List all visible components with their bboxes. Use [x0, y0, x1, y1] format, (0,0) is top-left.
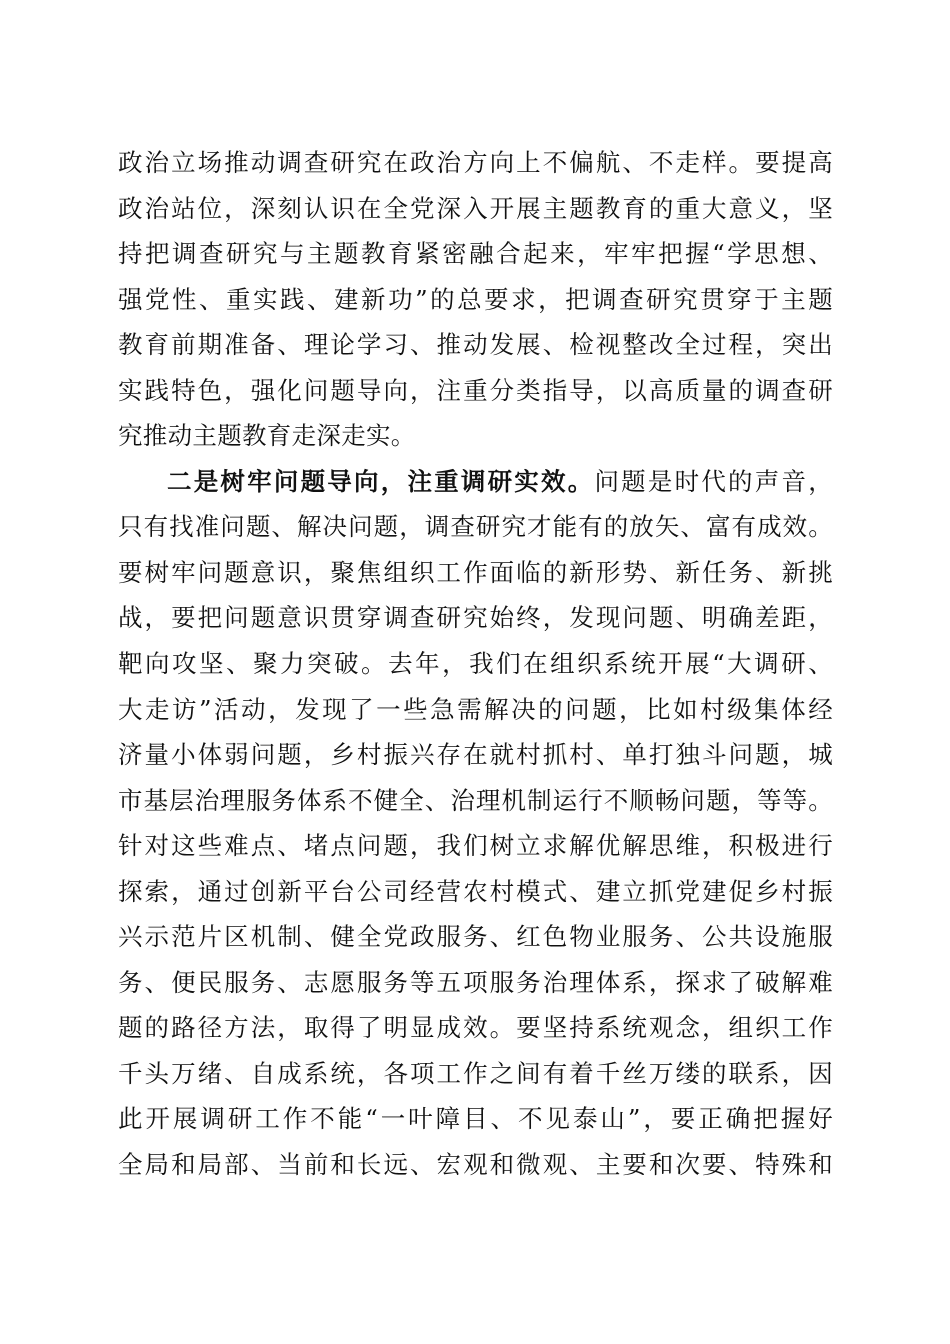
text-line: 千头万绪、自成系统，各项工作之间有着千丝万缕的联系，因 [118, 1058, 833, 1088]
text-line: 市基层治理服务体系不健全、治理机制运行不顺畅问题，等等。 [118, 785, 833, 815]
text-line: 针对这些难点、堵点问题，我们树立求解优解思维，积极进行 [118, 831, 833, 861]
text-line: 靶向攻坚、聚力突破。去年，我们在组织系统开展“大调研、 [118, 649, 833, 679]
text-line: 政治站位，深刻认识在全党深入开展主题教育的重大意义，坚 [118, 193, 833, 223]
text-line: 大走访”活动，发现了一些急需解决的问题，比如村级集体经 [118, 694, 833, 724]
text-line: 政治立场推动调查研究在政治方向上不偏航、不走样。要提高 [118, 148, 833, 177]
text-line: 教育前期准备、理论学习、推动发展、检视整改全过程，突出 [118, 330, 833, 360]
text-line: 此开展调研工作不能“一叶障目、不见泰山”，要正确把握好 [118, 1104, 833, 1134]
text-line: 要树牢问题意识，聚焦组织工作面临的新形势、新任务、新挑 [118, 557, 833, 587]
text-line: 战，要把问题意识贯穿调查研究始终，发现问题、明确差距， [118, 603, 833, 633]
text-line: 探索，通过创新平台公司经营农村模式、建立抓党建促乡村振 [118, 876, 833, 906]
text-line: 兴示范片区机制、健全党政服务、红色物业服务、公共设施服 [118, 922, 833, 952]
paragraph-first-line [118, 459, 833, 505]
text-line: 只有找准问题、解决问题，调查研究才能有的放矢、富有成效。 [118, 512, 833, 542]
text-line: 题的路径方法，取得了明显成效。要坚持系统观念，组织工作 [118, 1013, 833, 1043]
paragraph-2 [118, 459, 833, 1188]
paragraph-1 [118, 140, 833, 459]
text-line: 务、便民服务、志愿服务等五项服务治理体系，探求了破解难 [118, 967, 833, 997]
text-line: 强党性、重实践、建新功”的总要求，把调查研究贯穿于主题 [118, 284, 833, 314]
text-line: 全局和局部、当前和长远、宏观和微观、主要和次要、特殊和 [118, 1150, 833, 1180]
text-run: 问题是时代的声音， [594, 466, 833, 496]
text-line: 究推动主题教育走深走实。 [118, 421, 416, 451]
text-line: 持把调查研究与主题教育紧密融合起来，牢牢把握“学思想、 [118, 239, 833, 269]
text-line: 济量小体弱问题，乡村振兴存在就村抓村、单打独斗问题，城 [118, 740, 833, 770]
text-line: 实践特色，强化问题导向，注重分类指导，以高质量的调查研 [118, 375, 833, 405]
paragraph-lead-heading: 二是树牢问题导向，注重调研实效。 [167, 466, 595, 496]
document-body [118, 140, 833, 1188]
